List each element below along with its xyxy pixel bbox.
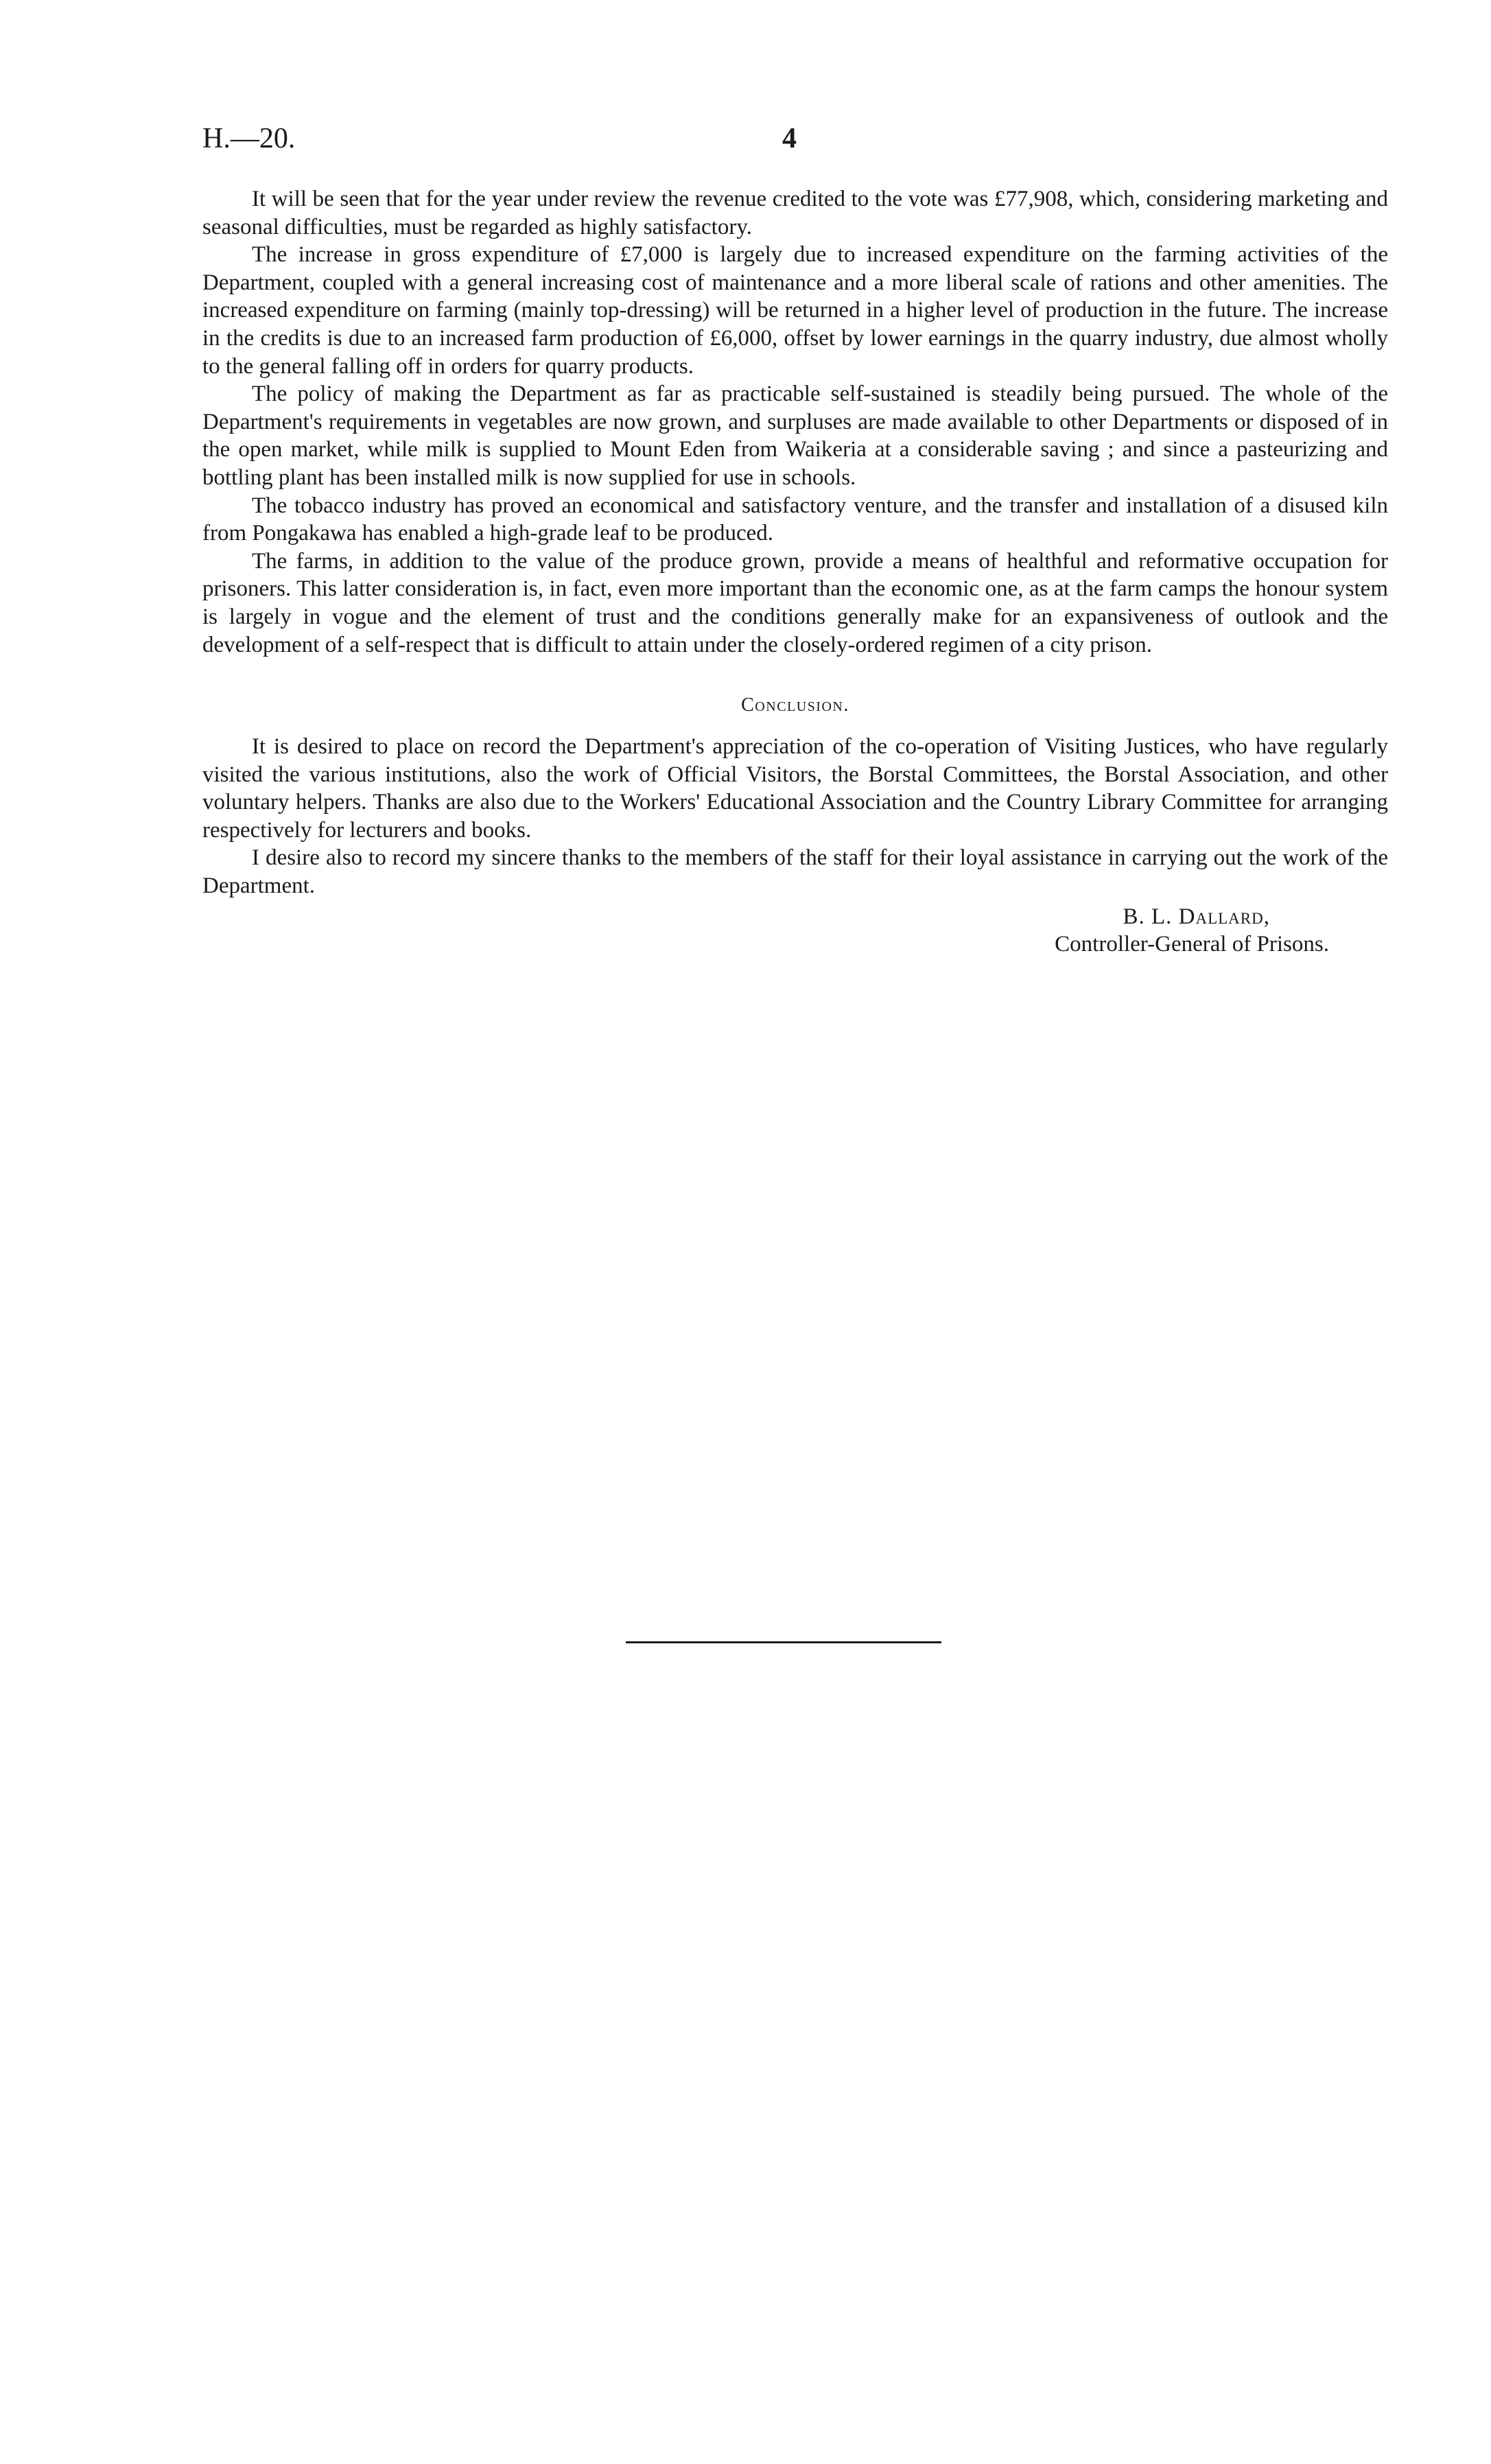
paragraph-farms: The farms, in addition to the value of the produce grown, provide a means of healthful and reformative occupation for prisoners. This latter consideration is, in fact, even more important than the economic one, as at the farm camps the honour system is largely in vogue and the element of trust and the conditions generally make for an expansiveness of outlook and the development of a self-respect that is difficult to attain under the closely-ordered regimen of a city prison. bbox=[202, 548, 1388, 657]
document-reference: H.—20. bbox=[202, 123, 296, 154]
signatory-name: B. L. Dallard, bbox=[1123, 904, 1270, 929]
paragraph-staff-thanks: I desire also to record my sincere thanks to the members of the staff for their loyal assistance in carrying out the work of the Department. bbox=[202, 845, 1388, 899]
conclusion-heading: Conclusion. bbox=[741, 694, 849, 716]
page-number: 4 bbox=[782, 123, 797, 154]
paragraph-revenue: It will be seen that for the year under review the revenue credited to the vote was £77,908, which, considering marketing and seasonal difficulties, must be regarded as highly satisfactory. bbox=[202, 187, 1388, 239]
paragraph-expenditure: The increase in gross expenditure of £7,000 is largely due to increased expenditure on the farming activities of the Department, coupled with a general increasing cost of maintenance and a more liberal scale of rations and other amenities. The increased expenditure on farming (mainly top-dressing) will be returned in a higher level of production in the future. The increase in the credits is due to an increased farm production of £6,000, offset by lower earnings in the quarry industry, due almost wholly to the general falling off in orders for quarry products. bbox=[202, 242, 1388, 379]
paragraph-tobacco-industry: The tobacco industry has proved an economical and satisfactory venture, and the transfer and installation of a disused kiln from Pongakawa has enabled a high-grade leaf to be produced. bbox=[202, 493, 1388, 546]
report-body bbox=[202, 185, 1388, 959]
paragraph-self-sustained-policy: The policy of making the Department as far as practicable self-sustained is steadily being pursued. The whole of the Department's requirements in vegetables are now grown, and surpluses are made available to other Departments or disposed of in the open market, while milk is supplied to Mount Eden from Waikeria at a considerable saving ; and since a pasteurizing and bottling plant has been installed milk is now supplied for use in schools. bbox=[202, 382, 1388, 490]
signature-block bbox=[202, 903, 1388, 959]
page-header bbox=[0, 118, 1491, 159]
paragraph-appreciation: It is desired to place on record the Department's appreciation of the co-operation of Visiting Justices, who have regularly visited the various institutions, also the work of Official Visitors, the Borstal Committees, the Borstal Association, and other voluntary helpers. Thanks are also due to the Workers' Educational Association and the Country Library Committee for arranging respectively for lecturers and books. bbox=[202, 734, 1388, 843]
signatory-title: Controller-General of Prisons. bbox=[1055, 932, 1329, 957]
end-divider bbox=[626, 1641, 941, 1643]
